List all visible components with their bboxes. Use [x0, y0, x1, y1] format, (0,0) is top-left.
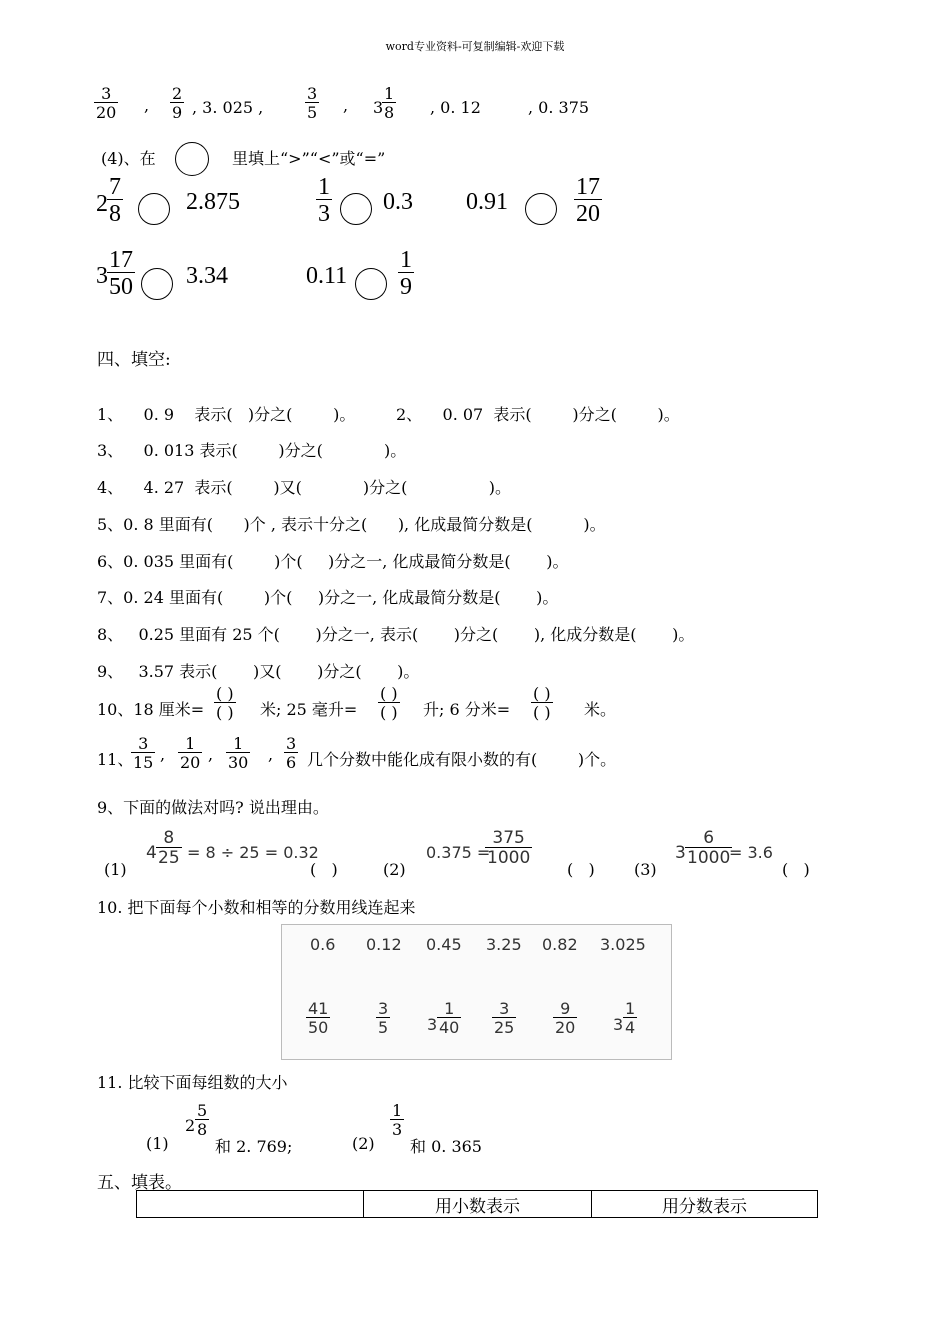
- fraction-2-9: $\frac{2}{9}$: [172, 84, 183, 122]
- blank-fraction: ( ) ( ): [216, 684, 234, 722]
- mixed-whole: 3: [96, 263, 108, 289]
- section-4-title: 四、填空:: [97, 350, 171, 370]
- q10-title: 10. 把下面每个小数和相等的分数用线连起来: [97, 898, 416, 917]
- fraction-17-50: $\frac{17}{50}$: [109, 247, 133, 300]
- fraction-375-1000: $\frac{375}{1000}$: [487, 828, 531, 868]
- fraction-6-1000: $\frac{6}{1000}$: [687, 828, 731, 868]
- q11-label-1: (1): [146, 1134, 169, 1153]
- compare-text-1: 和 2. 769;: [215, 1137, 293, 1156]
- fraction-item[interactable]: $\frac{41}{50}$: [308, 999, 329, 1037]
- fill-line-4: 4、 4. 27 表示( )又( )分之( )。: [97, 478, 511, 497]
- mixed-fraction-1-8: $\frac{1}{8}$: [384, 84, 395, 122]
- circle-icon: [175, 142, 209, 176]
- equation-1: = 8 ÷ 25 = 0.32: [187, 843, 319, 862]
- fraction-17-20: $\frac{17}{20}$: [576, 174, 600, 227]
- answer-paren-1[interactable]: ( ): [310, 860, 338, 879]
- blank-fraction: ( ) ( ): [533, 684, 551, 722]
- comma: ,: [144, 96, 150, 115]
- mixed-whole: 3: [675, 843, 686, 863]
- compare-circle-1[interactable]: [138, 193, 170, 225]
- mixed-whole: 4: [146, 843, 157, 863]
- table-header-cell: [137, 1191, 364, 1218]
- fill-line-9: 9、 3.57 表示( )又( )分之( )。: [97, 662, 420, 681]
- fraction-5-8: $\frac{5}{8}$: [197, 1101, 208, 1139]
- decimal-3025: , 3. 025 ,: [192, 98, 264, 117]
- q11-label-2: (2): [352, 1134, 375, 1153]
- equation-3: = 3.6: [729, 843, 773, 862]
- q9-label-3: (3): [634, 860, 657, 879]
- answer-paren-2[interactable]: ( ): [567, 860, 595, 879]
- q4-instruction: 里填上“>”“<”或“=”: [232, 149, 386, 168]
- blank-fraction: ( ) ( ): [380, 684, 398, 722]
- value-091: 0.91: [466, 189, 508, 215]
- fraction-item[interactable]: $\frac{3}{5}$: [378, 999, 389, 1037]
- fraction-1-20: $\frac{1}{20}$: [180, 734, 201, 772]
- line-11-prefix: 11、: [97, 750, 134, 769]
- table-row: [137, 1191, 818, 1218]
- comma: ,: [160, 745, 166, 764]
- line-10-prefix: 10、18 厘米=: [97, 700, 205, 719]
- fraction-item[interactable]: $\frac{1}{4}$: [625, 999, 636, 1037]
- decimal-item[interactable]: 0.45: [426, 935, 462, 954]
- fraction-3-20: $\frac{3}{20}$: [96, 84, 117, 122]
- fraction-3-15: $\frac{3}{15}$: [133, 734, 154, 772]
- fraction-3-6: $\frac{3}{6}$: [286, 734, 297, 772]
- fraction-7-8: $\frac{7}{8}$: [109, 174, 121, 227]
- value-2875: 2.875: [186, 189, 240, 215]
- compare-text-2: 和 0. 365: [410, 1137, 482, 1156]
- mixed-whole: 2: [96, 191, 108, 217]
- table-header-cell: 用分数表示: [592, 1191, 818, 1218]
- fill-table: [136, 1190, 818, 1218]
- fraction-item[interactable]: $\frac{3}{25}$: [494, 999, 515, 1037]
- fill-line-7: 7、0. 24 里面有( )个( )分之一, 化成最简分数是( )。: [97, 588, 559, 607]
- compare-circle-5[interactable]: [355, 268, 387, 300]
- compare-circle-3[interactable]: [525, 193, 557, 225]
- decimal-item[interactable]: 3.025: [600, 935, 646, 954]
- comma: ,: [268, 745, 274, 764]
- fraction-1-9: $\frac{1}{9}$: [400, 247, 412, 300]
- fraction-8-25: $\frac{8}{25}$: [158, 828, 180, 868]
- decimal-012: , 0. 12: [430, 98, 481, 117]
- fill-line-3: 3、 0. 013 表示( )分之( )。: [97, 441, 407, 460]
- fill-line-8: 8、 0.25 里面有 25 个( )分之一, 表示( )分之( ), 化成分数是( )。: [97, 625, 695, 644]
- value-03: 0.3: [383, 189, 413, 215]
- fill-line-6: 6、0. 035 里面有( )个( )分之一, 化成最简分数是( )。: [97, 552, 569, 571]
- mixed-whole: 2: [185, 1116, 196, 1135]
- unit-text: 米。: [584, 700, 617, 719]
- unit-text: 米; 25 毫升=: [260, 700, 358, 719]
- q9-label-2: (2): [383, 860, 406, 879]
- line-11-text: 几个分数中能化成有限小数的有( )个。: [307, 750, 617, 769]
- comma: ,: [208, 745, 214, 764]
- mixed-whole: 3: [613, 1015, 624, 1034]
- fraction-1-30: $\frac{1}{30}$: [228, 734, 249, 772]
- q11-title: 11. 比较下面每组数的大小: [97, 1073, 288, 1092]
- fraction-item[interactable]: $\frac{1}{40}$: [439, 999, 460, 1037]
- decimal-item[interactable]: 0.12: [366, 935, 402, 954]
- comma: ,: [343, 96, 349, 115]
- page-header: word专业资料-可复制编辑-欢迎下载: [385, 40, 565, 53]
- equation-2: 0.375 =: [426, 843, 491, 862]
- q9-label-1: (1): [104, 860, 127, 879]
- fill-line-5: 5、0. 8 里面有( )个 , 表示十分之( ), 化成最简分数是( )。: [97, 515, 606, 534]
- fraction-item[interactable]: $\frac{9}{20}$: [555, 999, 576, 1037]
- decimal-item[interactable]: 0.6: [310, 935, 336, 954]
- table-header-cell: 用小数表示: [364, 1191, 592, 1218]
- fraction-1-3: $\frac{1}{3}$: [318, 174, 330, 227]
- decimal-item[interactable]: 3.25: [486, 935, 522, 954]
- value-011: 0.11: [306, 263, 348, 289]
- decimal-item[interactable]: 0.82: [542, 935, 578, 954]
- fraction-1-3: $\frac{1}{3}$: [392, 1101, 403, 1139]
- decimal-0375: , 0. 375: [528, 98, 590, 117]
- fraction-3-5: $\frac{3}{5}$: [307, 84, 318, 122]
- matching-box: [281, 924, 672, 1060]
- fill-line-1: 1、 0. 9 表示( )分之( )。 2、 0. 07 表示( )分之( )。: [97, 405, 680, 424]
- compare-circle-4[interactable]: [141, 268, 173, 300]
- value-334: 3.34: [186, 263, 228, 289]
- q4-prefix: (4)、在: [101, 149, 156, 168]
- unit-text: 升; 6 分米=: [423, 700, 511, 719]
- section-5-title: 五、填表。: [97, 1173, 182, 1193]
- q9-title: 9、下面的做法对吗? 说出理由。: [97, 798, 329, 817]
- mixed-whole: 3: [373, 98, 384, 117]
- compare-circle-2[interactable]: [340, 193, 372, 225]
- mixed-whole: 3: [427, 1015, 438, 1034]
- answer-paren-3[interactable]: ( ): [782, 860, 810, 879]
